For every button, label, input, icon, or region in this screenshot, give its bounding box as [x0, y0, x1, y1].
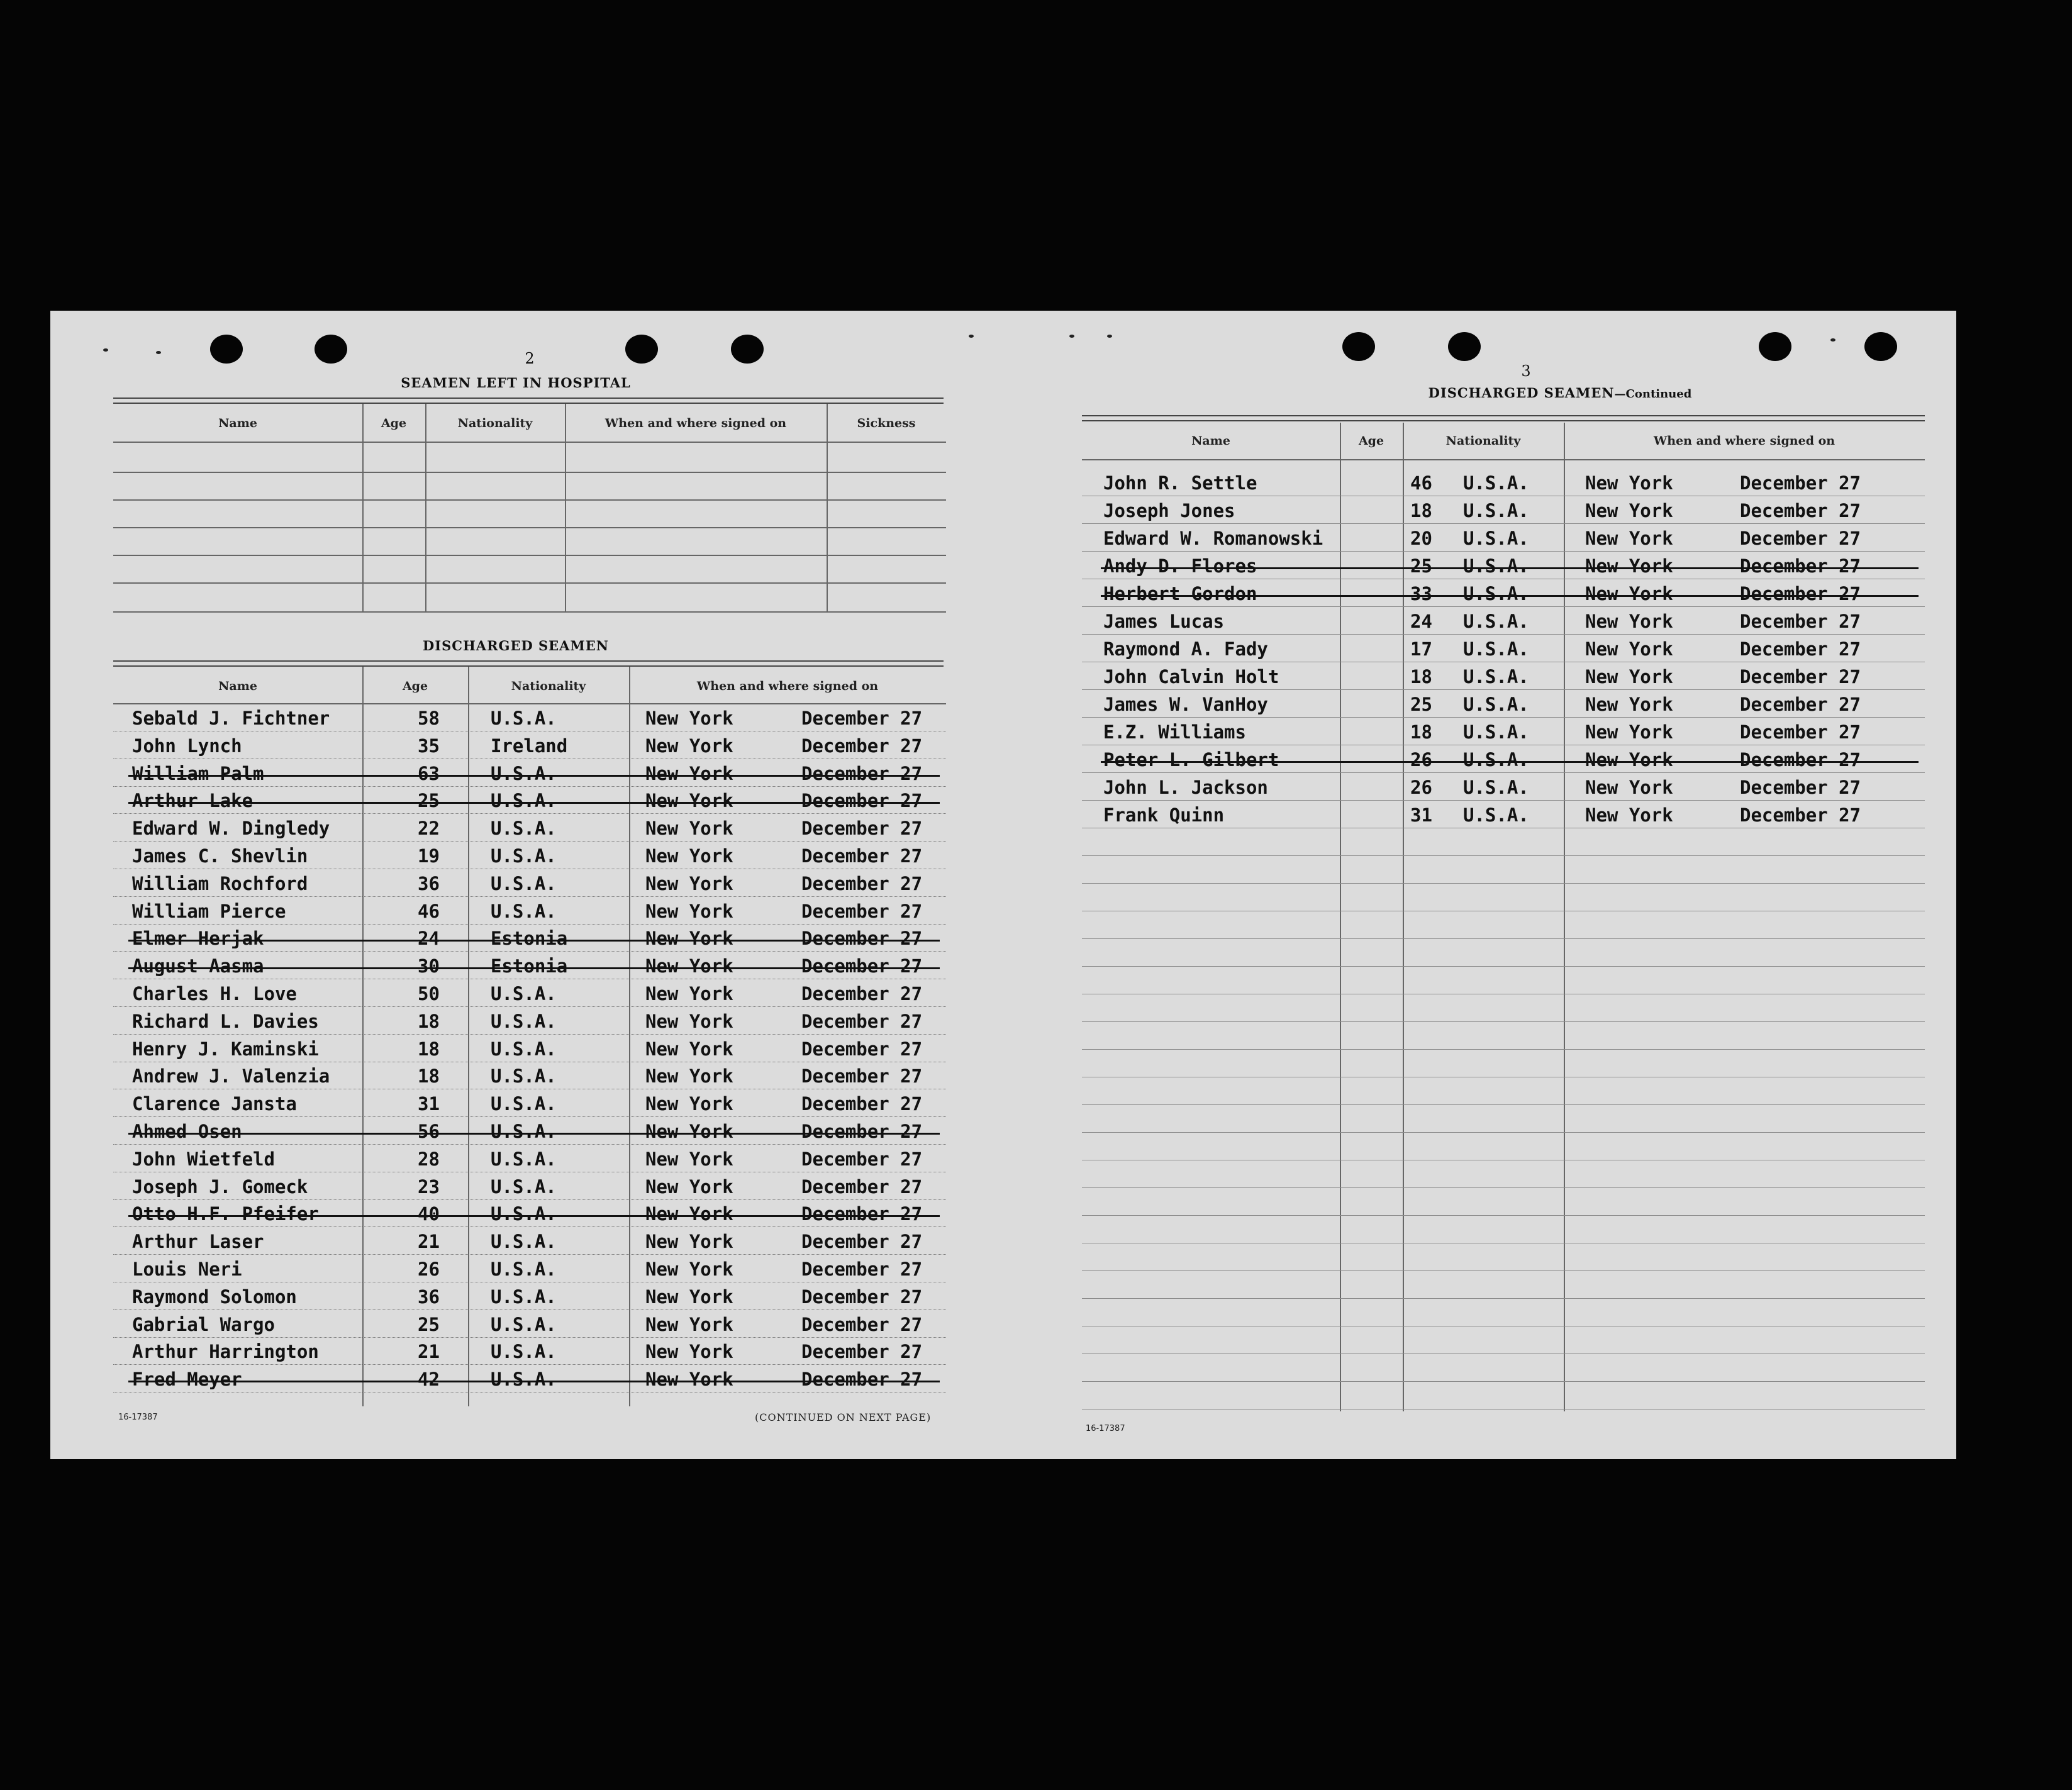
ruled-line [113, 472, 946, 473]
seaman-name: John Wietfeld [132, 1148, 275, 1170]
seaman-name: John L. Jackson [1103, 777, 1268, 798]
column-divider [1340, 423, 1341, 1411]
signed-on-place: New York [645, 1286, 733, 1308]
seaman-nationality: U.S.A. [491, 1231, 557, 1252]
seaman-name: John Lynch [132, 735, 242, 757]
seaman-age: 24 [418, 928, 440, 949]
signed-on-place: New York [645, 873, 733, 894]
signed-on-date: December 27 [801, 1286, 923, 1308]
signed-on-place: New York [645, 708, 733, 729]
continued-note: (CONTINUED ON NEXT PAGE) [755, 1411, 932, 1423]
seaman-age: 50 [418, 983, 440, 1004]
ruled-line [113, 841, 946, 842]
ruled-line [1082, 938, 1925, 939]
punch-hole [315, 335, 347, 364]
column-divider [362, 667, 364, 1406]
seaman-age: 19 [418, 845, 440, 867]
form-number: 16-17387 [1086, 1424, 1125, 1433]
ruled-line [1082, 1132, 1925, 1133]
ruled-line [1082, 689, 1925, 690]
ruled-line [113, 499, 946, 501]
seaman-age: 18 [418, 1011, 440, 1032]
seaman-age: 46 [418, 901, 440, 922]
signed-on-date: December 27 [801, 1231, 923, 1252]
signed-on-place: New York [645, 928, 733, 949]
ruled-line [113, 582, 946, 584]
signed-on-date: December 27 [801, 1038, 923, 1060]
signed-on-place: New York [645, 1121, 733, 1142]
ruled-line [113, 896, 946, 897]
signed-on-place: New York [645, 983, 733, 1004]
seaman-nationality: U.S.A. [491, 818, 557, 839]
seaman-name: Arthur Laser [132, 1231, 264, 1252]
strike-through-line [128, 802, 940, 804]
signed-on-place: New York [645, 735, 733, 757]
seaman-nationality: U.S.A. [491, 1038, 557, 1060]
signed-on-place: New York [645, 845, 733, 867]
signed-on-place: New York [1585, 500, 1673, 521]
signed-on-place: New York [645, 1203, 733, 1225]
column-divider [425, 404, 426, 611]
seaman-age: 20 [1410, 528, 1432, 549]
seaman-name: Edward W. Romanowski [1103, 528, 1323, 549]
seaman-age: 18 [418, 1065, 440, 1087]
seaman-name: William Palm [132, 763, 264, 784]
signed-on-date: December 27 [1740, 777, 1861, 798]
signed-on-place: New York [1585, 472, 1673, 494]
signed-on-place: New York [1585, 666, 1673, 687]
signed-on-place: New York [1585, 749, 1673, 770]
signed-on-date: December 27 [801, 1093, 923, 1115]
signed-on-date: December 27 [801, 901, 923, 922]
signed-on-place: New York [645, 763, 733, 784]
seaman-name: Andrew J. Valenzia [132, 1065, 330, 1087]
ruled-line [113, 703, 946, 704]
signed-on-place: New York [645, 901, 733, 922]
signed-on-place: New York [1585, 804, 1673, 826]
ruled-line [1082, 1270, 1925, 1271]
ruled-line [113, 527, 946, 528]
seaman-nationality: U.S.A. [491, 1011, 557, 1032]
punch-hole [1759, 332, 1791, 361]
discharged-section-title: DISCHARGED SEAMEN [423, 638, 609, 653]
seaman-age: 26 [1410, 749, 1432, 770]
seaman-age: 58 [418, 708, 440, 729]
seaman-name: Arthur Harrington [132, 1341, 319, 1362]
seaman-nationality: U.S.A. [1463, 777, 1529, 798]
ruled-line [1082, 966, 1925, 967]
seaman-name: James Lucas [1103, 611, 1225, 632]
signed-on-date: December 27 [801, 1259, 923, 1280]
strike-through-line [1101, 761, 1919, 763]
ruled-line [1082, 772, 1925, 773]
strike-through-line [1101, 567, 1919, 569]
signed-on-date: December 27 [1740, 694, 1861, 715]
signed-on-date: December 27 [801, 928, 923, 949]
seaman-nationality: U.S.A. [1463, 721, 1529, 743]
signed-on-place: New York [1585, 721, 1673, 743]
signed-on-place: New York [1585, 583, 1673, 604]
signed-on-date: December 27 [1740, 555, 1861, 577]
signed-on-date: December 27 [801, 955, 923, 977]
seaman-age: 33 [1410, 583, 1432, 604]
seaman-nationality: U.S.A. [491, 1203, 557, 1225]
signed-on-place: New York [1585, 638, 1673, 660]
seaman-nationality: U.S.A. [1463, 638, 1529, 660]
title-text: DISCHARGED SEAMEN [1428, 385, 1615, 401]
ruled-line [1082, 459, 1925, 460]
page-number: 2 [525, 350, 535, 367]
column-header: Name [218, 679, 257, 693]
ruled-line [113, 1006, 946, 1007]
seaman-nationality: Ireland [491, 735, 568, 757]
ruled-line [1082, 800, 1925, 801]
signed-on-date: December 27 [801, 983, 923, 1004]
ruled-line [1082, 1187, 1925, 1188]
signed-on-date: December 27 [1740, 638, 1861, 660]
seaman-nationality: Estonia [491, 955, 568, 977]
seaman-nationality: U.S.A. [491, 873, 557, 894]
seaman-name: Ahmed Osen [132, 1121, 242, 1142]
seaman-age: 18 [1410, 721, 1432, 743]
seaman-name: Andy D. Flores [1103, 555, 1257, 577]
signed-on-date: December 27 [801, 1203, 923, 1225]
seaman-nationality: U.S.A. [491, 845, 557, 867]
seaman-age: 26 [1410, 777, 1432, 798]
seaman-name: Arthur Lake [132, 790, 253, 811]
seaman-nationality: U.S.A. [491, 901, 557, 922]
seaman-name: Henry J. Kaminski [132, 1038, 319, 1060]
ruled-line [113, 1116, 946, 1117]
signed-on-place: New York [645, 818, 733, 839]
signed-on-date: December 27 [801, 1065, 923, 1087]
seaman-age: 25 [418, 1314, 440, 1335]
seaman-name: James W. VanHoy [1103, 694, 1268, 715]
signed-on-date: December 27 [801, 818, 923, 839]
discharged-continued-title [1327, 385, 1793, 401]
column-header: When and where signed on [696, 679, 879, 693]
seaman-age: 40 [418, 1203, 440, 1225]
seaman-name: Charles H. Love [132, 983, 297, 1004]
column-header: Nationality [457, 416, 533, 430]
signed-on-date: December 27 [1740, 804, 1861, 826]
ruled-line [1082, 1298, 1925, 1299]
seaman-nationality: U.S.A. [491, 983, 557, 1004]
seaman-nationality: U.S.A. [1463, 583, 1529, 604]
signed-on-place: New York [645, 1038, 733, 1060]
seaman-name: Raymond A. Fady [1103, 638, 1268, 660]
seaman-age: 26 [418, 1259, 440, 1280]
punch-hole [731, 335, 764, 364]
ruled-line [113, 1392, 946, 1393]
signed-on-place: New York [1585, 528, 1673, 549]
seaman-nationality: U.S.A. [491, 1286, 557, 1308]
column-divider [1564, 423, 1565, 1411]
seaman-age: 35 [418, 735, 440, 757]
ruled-line [1082, 523, 1925, 524]
seaman-nationality: U.S.A. [1463, 694, 1529, 715]
seaman-name: Elmer Herjak [132, 928, 264, 949]
ruled-line [113, 1199, 946, 1200]
seaman-nationality: U.S.A. [491, 708, 557, 729]
column-divider [362, 404, 364, 611]
column-header: Nationality [1445, 434, 1521, 448]
seaman-nationality: U.S.A. [491, 1176, 557, 1198]
signed-on-date: December 27 [1740, 583, 1861, 604]
signed-on-place: New York [645, 1176, 733, 1198]
ruled-line [113, 1364, 946, 1365]
signed-on-place: New York [1585, 555, 1673, 577]
seaman-age: 36 [418, 1286, 440, 1308]
signed-on-date: December 27 [1740, 472, 1861, 494]
signed-on-place: New York [645, 1314, 733, 1335]
seaman-nationality: U.S.A. [491, 1065, 557, 1087]
seaman-age: 46 [1410, 472, 1432, 494]
column-header: Name [1191, 434, 1230, 448]
ruled-line [1082, 551, 1925, 552]
seaman-name: Herbert Gordon [1103, 583, 1257, 604]
signed-on-date: December 27 [801, 790, 923, 811]
signed-on-place: New York [1585, 694, 1673, 715]
seaman-nationality: U.S.A. [1463, 611, 1529, 632]
punch-hole [625, 335, 658, 364]
signed-on-date: December 27 [801, 1314, 923, 1335]
ruled-line [113, 555, 946, 556]
signed-on-date: December 27 [801, 735, 923, 757]
signed-on-place: New York [645, 1231, 733, 1252]
seaman-age: 28 [418, 1148, 440, 1170]
page-number: 3 [1521, 362, 1531, 380]
seaman-name: Joseph J. Gomeck [132, 1176, 308, 1198]
seaman-name: August Aasma [132, 955, 264, 977]
ruled-line [1082, 1104, 1925, 1105]
column-divider [565, 404, 566, 611]
strike-through-line [128, 1215, 940, 1217]
document-sheet [50, 311, 1956, 1459]
signed-on-date: December 27 [1740, 721, 1861, 743]
seaman-name: Fred Meyer [132, 1369, 242, 1390]
ruled-line [113, 442, 946, 443]
seaman-nationality: U.S.A. [491, 1341, 557, 1362]
seaman-nationality: U.S.A. [1463, 500, 1529, 521]
seaman-age: 23 [418, 1176, 440, 1198]
ruled-line [113, 813, 946, 814]
punch-hole [1864, 332, 1897, 361]
seaman-name: John Calvin Holt [1103, 666, 1279, 687]
seaman-name: William Pierce [132, 901, 286, 922]
seaman-name: James C. Shevlin [132, 845, 308, 867]
seaman-age: 42 [418, 1369, 440, 1390]
signed-on-date: December 27 [801, 845, 923, 867]
signed-on-place: New York [1585, 611, 1673, 632]
seaman-nationality: U.S.A. [491, 1259, 557, 1280]
ruled-line [113, 1144, 946, 1145]
ruled-line [113, 1226, 946, 1227]
signed-on-date: December 27 [1740, 528, 1861, 549]
title-suffix: —Continued [1614, 387, 1692, 401]
seaman-age: 22 [418, 818, 440, 839]
seaman-age: 31 [418, 1093, 440, 1115]
seaman-name: Sebald J. Fichtner [132, 708, 330, 729]
punch-hole [1342, 332, 1375, 361]
seaman-age: 63 [418, 763, 440, 784]
column-divider [629, 667, 630, 1406]
ruled-line [1082, 634, 1925, 635]
seaman-nationality: U.S.A. [491, 1369, 557, 1390]
seaman-nationality: U.S.A. [1463, 749, 1529, 770]
signed-on-place: New York [645, 1259, 733, 1280]
seaman-nationality: U.S.A. [1463, 666, 1529, 687]
strike-through-line [1101, 595, 1919, 597]
signed-on-date: December 27 [801, 1121, 923, 1142]
signed-on-date: December 27 [801, 1369, 923, 1390]
seaman-nationality: U.S.A. [1463, 528, 1529, 549]
seaman-nationality: U.S.A. [491, 1121, 557, 1142]
signed-on-place: New York [645, 1341, 733, 1362]
strike-through-line [128, 1133, 940, 1135]
signed-on-date: December 27 [801, 873, 923, 894]
seaman-age: 18 [1410, 500, 1432, 521]
signed-on-date: December 27 [801, 1176, 923, 1198]
column-header: Age [402, 679, 428, 693]
ruled-line [113, 951, 946, 952]
seaman-name: E.Z. Williams [1103, 721, 1246, 743]
column-header: Age [381, 416, 407, 430]
strike-through-line [128, 1381, 940, 1382]
ruled-line [113, 786, 946, 787]
punch-hole [1448, 332, 1481, 361]
seaman-nationality: U.S.A. [1463, 804, 1529, 826]
strike-through-line [128, 775, 940, 777]
seaman-nationality: U.S.A. [491, 763, 557, 784]
ruled-line [113, 1337, 946, 1338]
column-header: Sickness [857, 416, 916, 430]
seaman-name: Frank Quinn [1103, 804, 1225, 826]
seaman-name: Otto H.F. Pfeifer [132, 1203, 319, 1225]
signed-on-place: New York [645, 1369, 733, 1390]
signed-on-date: December 27 [801, 1011, 923, 1032]
seaman-age: 30 [418, 955, 440, 977]
seaman-name: John R. Settle [1103, 472, 1257, 494]
ruled-line [1082, 855, 1925, 856]
signed-on-place: New York [645, 1011, 733, 1032]
ruled-line [113, 1254, 946, 1255]
strike-through-line [128, 967, 940, 969]
hospital-section-title: SEAMEN LEFT IN HOSPITAL [401, 375, 631, 391]
ruled-line [1082, 717, 1925, 718]
ruled-line [113, 1034, 946, 1035]
signed-on-place: New York [645, 1148, 733, 1170]
seaman-age: 18 [1410, 666, 1432, 687]
seaman-nationality: U.S.A. [1463, 555, 1529, 577]
seaman-age: 31 [1410, 804, 1432, 826]
ruled-line [113, 924, 946, 925]
form-number: 16-17387 [118, 1413, 158, 1422]
signed-on-date: December 27 [801, 708, 923, 729]
signed-on-date: December 27 [1740, 749, 1861, 770]
ruled-line [1082, 606, 1925, 607]
ruled-line [1082, 1049, 1925, 1050]
strike-through-line [128, 940, 940, 942]
column-divider [1403, 423, 1404, 1411]
ruled-line [1082, 1215, 1925, 1216]
seaman-age: 25 [1410, 694, 1432, 715]
signed-on-place: New York [645, 955, 733, 977]
seaman-name: Raymond Solomon [132, 1286, 297, 1308]
seaman-nationality: Estonia [491, 928, 568, 949]
column-header: Name [218, 416, 257, 430]
ruled-line [1082, 1021, 1925, 1022]
signed-on-place: New York [645, 1065, 733, 1087]
signed-on-date: December 27 [801, 1341, 923, 1362]
seaman-name: Edward W. Dingledy [132, 818, 330, 839]
seaman-age: 36 [418, 873, 440, 894]
column-divider [468, 667, 469, 1406]
left-page [50, 311, 1013, 1459]
column-header: Nationality [511, 679, 586, 693]
right-page [1013, 311, 1956, 1459]
seaman-age: 24 [1410, 611, 1432, 632]
signed-on-place: New York [1585, 777, 1673, 798]
signed-on-date: December 27 [1740, 500, 1861, 521]
seaman-age: 25 [1410, 555, 1432, 577]
ruled-line [113, 1309, 946, 1310]
seaman-age: 21 [418, 1231, 440, 1252]
signed-on-date: December 27 [1740, 666, 1861, 687]
seaman-name: William Rochford [132, 873, 308, 894]
signed-on-date: December 27 [801, 763, 923, 784]
column-divider [827, 404, 828, 611]
seaman-name: Richard L. Davies [132, 1011, 319, 1032]
seaman-name: Clarence Jansta [132, 1093, 297, 1115]
column-header: Age [1358, 434, 1384, 448]
ruled-line [1082, 1381, 1925, 1382]
seaman-nationality: U.S.A. [491, 1093, 557, 1115]
signed-on-place: New York [645, 790, 733, 811]
seaman-age: 25 [418, 790, 440, 811]
seaman-name: Joseph Jones [1103, 500, 1235, 521]
seaman-age: 17 [1410, 638, 1432, 660]
seaman-name: Louis Neri [132, 1259, 242, 1280]
seaman-nationality: U.S.A. [1463, 472, 1529, 494]
seaman-nationality: U.S.A. [491, 790, 557, 811]
seaman-nationality: U.S.A. [491, 1314, 557, 1335]
column-header: When and where signed on [1653, 434, 1835, 448]
seaman-age: 56 [418, 1121, 440, 1142]
column-header: When and where signed on [604, 416, 787, 430]
seaman-name: Gabrial Wargo [132, 1314, 275, 1335]
ruled-line [1082, 883, 1925, 884]
signed-on-place: New York [645, 1093, 733, 1115]
seaman-age: 18 [418, 1038, 440, 1060]
seaman-name: Peter L. Gilbert [1103, 749, 1279, 770]
seaman-age: 21 [418, 1341, 440, 1362]
punch-hole [210, 335, 243, 364]
signed-on-date: December 27 [1740, 611, 1861, 632]
ruled-line [113, 611, 946, 613]
seaman-nationality: U.S.A. [491, 1148, 557, 1170]
signed-on-date: December 27 [801, 1148, 923, 1170]
